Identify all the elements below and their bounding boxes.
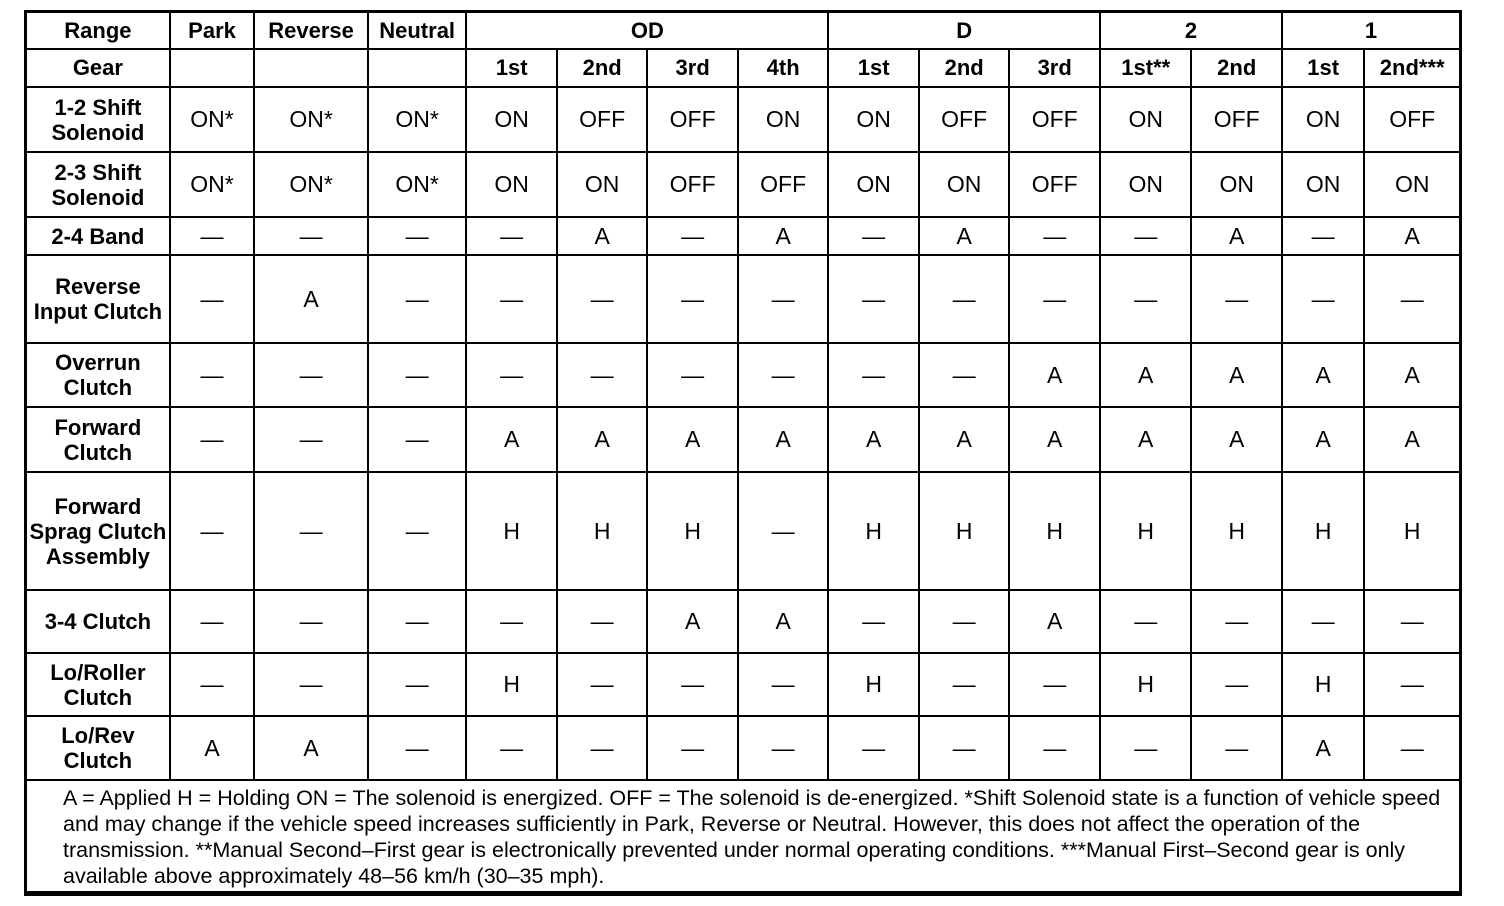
state-cell: A xyxy=(919,217,1010,255)
state-cell: — xyxy=(1100,590,1192,653)
state-cell: — xyxy=(254,217,368,255)
state-cell: — xyxy=(254,407,368,472)
range-header-row xyxy=(27,13,1459,49)
state-cell: — xyxy=(368,343,467,407)
row-label: Forward Sprag Clutch Assembly xyxy=(27,472,170,590)
state-cell: H xyxy=(647,472,738,590)
state-cell: A xyxy=(647,590,738,653)
gear-header: 3rd xyxy=(1009,49,1100,87)
state-cell: — xyxy=(1009,255,1100,343)
state-cell: ON* xyxy=(368,87,467,152)
state-cell: — xyxy=(170,653,254,716)
state-cell: — xyxy=(1282,255,1364,343)
state-cell: A xyxy=(1009,343,1100,407)
state-cell: A xyxy=(1009,590,1100,653)
state-cell: — xyxy=(647,217,738,255)
state-cell: — xyxy=(1364,590,1459,653)
row-label: 1-2 Shift Solenoid xyxy=(27,87,170,152)
state-cell: A xyxy=(828,407,919,472)
state-cell: — xyxy=(647,653,738,716)
state-cell: — xyxy=(738,255,829,343)
state-cell: ON xyxy=(828,87,919,152)
state-cell: OFF xyxy=(647,152,738,217)
gear-header xyxy=(254,49,368,87)
state-cell: — xyxy=(368,653,467,716)
row-label: 2-3 Shift Solenoid xyxy=(27,152,170,217)
state-cell: ON* xyxy=(254,152,368,217)
state-cell: H xyxy=(1100,472,1192,590)
range-park: Park xyxy=(170,13,254,49)
gear-header: 1st xyxy=(828,49,919,87)
state-cell: — xyxy=(1100,217,1192,255)
state-cell: — xyxy=(738,653,829,716)
state-cell: A xyxy=(1282,407,1364,472)
state-cell: — xyxy=(368,255,467,343)
state-cell: H xyxy=(828,653,919,716)
state-cell: H xyxy=(557,472,648,590)
state-cell: ON xyxy=(1191,152,1282,217)
state-cell: — xyxy=(170,343,254,407)
component-row-2-4-band xyxy=(27,217,1459,255)
state-cell: — xyxy=(828,217,919,255)
state-cell: A xyxy=(647,407,738,472)
range-d: D xyxy=(828,13,1100,49)
state-cell: ON xyxy=(557,152,648,217)
state-cell: H xyxy=(828,472,919,590)
gear-header: 1st** xyxy=(1100,49,1192,87)
state-cell: ON xyxy=(828,152,919,217)
state-cell: — xyxy=(1364,653,1459,716)
state-cell: H xyxy=(466,472,557,590)
range-od: OD xyxy=(466,13,828,49)
state-cell: ON xyxy=(1100,152,1192,217)
state-cell: H xyxy=(919,472,1010,590)
state-cell: A xyxy=(170,716,254,780)
gear-header xyxy=(368,49,467,87)
state-cell: A xyxy=(1364,217,1459,255)
state-cell: — xyxy=(738,716,829,780)
state-cell: — xyxy=(738,343,829,407)
state-cell: ON xyxy=(466,87,557,152)
state-cell: ON* xyxy=(170,87,254,152)
state-cell: A xyxy=(1282,343,1364,407)
state-cell: OFF xyxy=(919,87,1010,152)
shift-solenoid-chart xyxy=(24,10,1462,896)
component-row-lo-rev-clutch xyxy=(27,716,1459,780)
state-cell: — xyxy=(828,716,919,780)
state-cell: H xyxy=(1191,472,1282,590)
component-row-3-4-clutch xyxy=(27,590,1459,653)
state-cell: — xyxy=(919,590,1010,653)
gear-header: 2nd*** xyxy=(1364,49,1459,87)
state-cell: — xyxy=(254,590,368,653)
gear-label: Gear xyxy=(27,49,170,87)
gear-header: 4th xyxy=(738,49,829,87)
state-cell: H xyxy=(1364,472,1459,590)
row-label: Forward Clutch xyxy=(27,407,170,472)
state-cell: — xyxy=(1191,653,1282,716)
state-cell: — xyxy=(466,716,557,780)
range-1: 1 xyxy=(1282,13,1459,49)
state-cell: A xyxy=(1282,716,1364,780)
state-cell: — xyxy=(170,255,254,343)
state-cell: H xyxy=(1282,472,1364,590)
gear-header: 1st xyxy=(1282,49,1364,87)
state-cell: — xyxy=(1282,590,1364,653)
state-cell: — xyxy=(557,653,648,716)
state-cell: ON xyxy=(738,87,829,152)
component-row-lo-roller-clutch xyxy=(27,653,1459,716)
state-cell: — xyxy=(1364,255,1459,343)
state-cell: ON xyxy=(1282,152,1364,217)
state-cell: H xyxy=(466,653,557,716)
state-cell: A xyxy=(1100,343,1192,407)
row-label: Reverse Input Clutch xyxy=(27,255,170,343)
state-cell: OFF xyxy=(738,152,829,217)
range-neutral: Neutral xyxy=(368,13,467,49)
state-cell: — xyxy=(1100,255,1192,343)
state-cell: A xyxy=(254,255,368,343)
state-cell: A xyxy=(1009,407,1100,472)
gear-header: 1st xyxy=(466,49,557,87)
state-cell: — xyxy=(557,343,648,407)
state-cell: A xyxy=(1100,407,1192,472)
row-label: 3-4 Clutch xyxy=(27,590,170,653)
state-cell: ON* xyxy=(170,152,254,217)
state-cell: — xyxy=(1364,716,1459,780)
component-application-table xyxy=(27,13,1459,893)
state-cell: — xyxy=(919,343,1010,407)
state-cell: — xyxy=(1009,217,1100,255)
component-row-reverse-input-clutch xyxy=(27,255,1459,343)
row-label: 2-4 Band xyxy=(27,217,170,255)
row-label: Lo/Roller Clutch xyxy=(27,653,170,716)
state-cell: OFF xyxy=(557,87,648,152)
state-cell: — xyxy=(738,472,829,590)
state-cell: — xyxy=(368,472,467,590)
state-cell: — xyxy=(1009,653,1100,716)
component-row-forward-clutch xyxy=(27,407,1459,472)
state-cell: — xyxy=(466,343,557,407)
state-cell: — xyxy=(368,217,467,255)
state-cell: — xyxy=(1191,590,1282,653)
gear-header xyxy=(170,49,254,87)
state-cell: — xyxy=(828,255,919,343)
range-2: 2 xyxy=(1100,13,1282,49)
gear-header: 3rd xyxy=(647,49,738,87)
state-cell: ON xyxy=(1364,152,1459,217)
state-cell: — xyxy=(254,472,368,590)
state-cell: A xyxy=(557,217,648,255)
state-cell: — xyxy=(919,255,1010,343)
state-cell: — xyxy=(557,716,648,780)
row-label: Lo/Rev Clutch xyxy=(27,716,170,780)
state-cell: — xyxy=(170,407,254,472)
gear-header: 2nd xyxy=(919,49,1010,87)
state-cell: H xyxy=(1009,472,1100,590)
state-cell: A xyxy=(919,407,1010,472)
state-cell: A xyxy=(1364,407,1459,472)
gear-header: 2nd xyxy=(557,49,648,87)
gear-header-row xyxy=(27,49,1459,87)
state-cell: — xyxy=(466,590,557,653)
state-cell: A xyxy=(557,407,648,472)
state-cell: OFF xyxy=(1009,87,1100,152)
state-cell: A xyxy=(466,407,557,472)
state-cell: — xyxy=(254,653,368,716)
range-label: Range xyxy=(27,13,170,49)
gear-header: 2nd xyxy=(1191,49,1282,87)
state-cell: ON xyxy=(919,152,1010,217)
state-cell: — xyxy=(1191,716,1282,780)
state-cell: ON* xyxy=(368,152,467,217)
state-cell: — xyxy=(647,255,738,343)
state-cell: OFF xyxy=(647,87,738,152)
state-cell: — xyxy=(1282,217,1364,255)
state-cell: — xyxy=(557,590,648,653)
state-cell: — xyxy=(368,407,467,472)
footnote: A = Applied H = Holding ON = The solenoid is energized. OFF = The solenoid is de-energized. *Shift Solenoid state is a function of vehicle speed and may change if the vehicle speed increases sufficiently in Park, Reverse or Neutral. However, this does not affect the operation of the transmission. **Manual Second–First gear is electronically prevented under normal operating conditions. ***Manual First–Second gear is only available above approximately 48–56 km/h (30–35 mph). xyxy=(63,786,1441,888)
state-cell: — xyxy=(1100,716,1192,780)
state-cell: — xyxy=(1009,716,1100,780)
component-row-overrun-clutch xyxy=(27,343,1459,407)
state-cell: A xyxy=(1191,343,1282,407)
state-cell: OFF xyxy=(1364,87,1459,152)
state-cell: A xyxy=(738,217,829,255)
range-reverse: Reverse xyxy=(254,13,368,49)
state-cell: A xyxy=(254,716,368,780)
state-cell: — xyxy=(466,217,557,255)
row-label: Overrun Clutch xyxy=(27,343,170,407)
component-row-2-3-shift-solenoid xyxy=(27,152,1459,217)
state-cell: H xyxy=(1282,653,1364,716)
state-cell: — xyxy=(368,590,467,653)
state-cell: — xyxy=(557,255,648,343)
state-cell: — xyxy=(254,343,368,407)
state-cell: ON xyxy=(1100,87,1192,152)
footnote-row xyxy=(27,780,1459,892)
state-cell: — xyxy=(170,217,254,255)
state-cell: OFF xyxy=(1009,152,1100,217)
state-cell: A xyxy=(738,590,829,653)
component-row-1-2-shift-solenoid xyxy=(27,87,1459,152)
state-cell: — xyxy=(368,716,467,780)
component-row-forward-sprag-clutch-assembly xyxy=(27,472,1459,590)
state-cell: — xyxy=(828,590,919,653)
state-cell: — xyxy=(647,343,738,407)
state-cell: ON xyxy=(466,152,557,217)
state-cell: — xyxy=(466,255,557,343)
state-cell: A xyxy=(1191,217,1282,255)
state-cell: — xyxy=(170,472,254,590)
state-cell: — xyxy=(647,716,738,780)
state-cell: — xyxy=(919,653,1010,716)
state-cell: ON xyxy=(1282,87,1364,152)
state-cell: — xyxy=(828,343,919,407)
state-cell: A xyxy=(738,407,829,472)
state-cell: — xyxy=(1191,255,1282,343)
state-cell: ON* xyxy=(254,87,368,152)
state-cell: H xyxy=(1100,653,1192,716)
state-cell: — xyxy=(919,716,1010,780)
state-cell: — xyxy=(170,590,254,653)
state-cell: A xyxy=(1364,343,1459,407)
state-cell: OFF xyxy=(1191,87,1282,152)
state-cell: A xyxy=(1191,407,1282,472)
